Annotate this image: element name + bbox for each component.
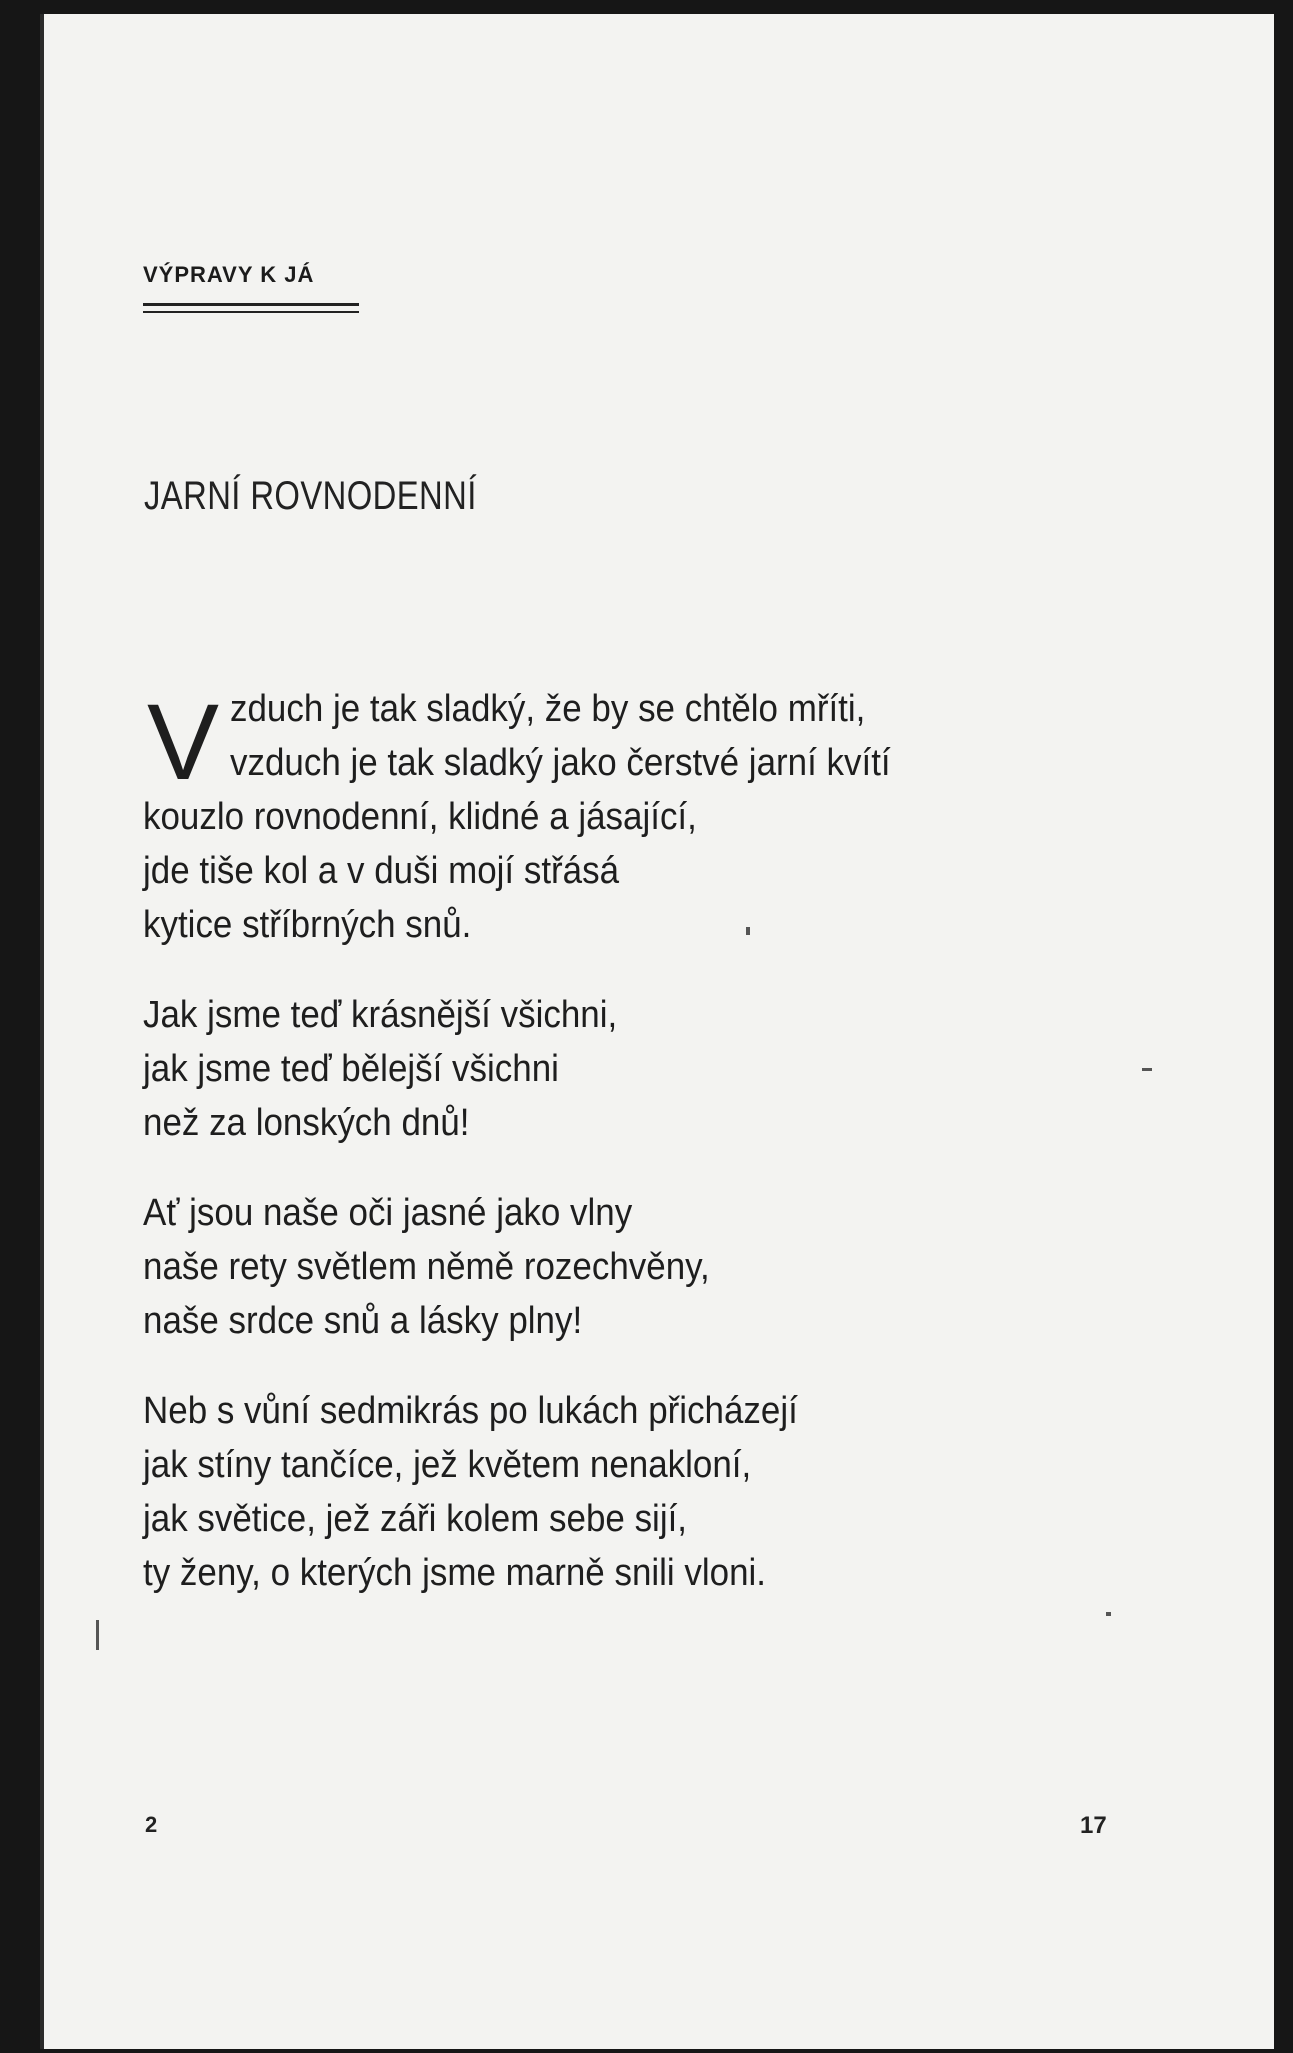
poem-line: naše srdce snů a lásky plny!: [143, 1300, 583, 1342]
first-stanza-lead: [230, 682, 948, 790]
poem-line: Jak jsme teď krásnější všichni,: [143, 994, 618, 1036]
stanza-2: [143, 988, 855, 1150]
poem-line: jde tiše kol a v duši mojí střásá: [143, 850, 620, 892]
scan-speck: [1142, 1068, 1152, 1071]
stanza-3: [143, 1186, 855, 1348]
poem-line: kytice stříbrných snů.: [143, 904, 472, 946]
poem-line: zduch je tak sladký, že by se chtělo mříti,: [230, 688, 866, 730]
scan-speck: [96, 1620, 99, 1650]
page-number: 17: [1080, 1812, 1107, 1839]
drop-cap: V: [147, 681, 220, 802]
poem-line: naše rety světlem němě rozechvěny,: [143, 1246, 710, 1288]
poem-line: než za lonských dnů!: [143, 1102, 470, 1144]
stanza-4: [143, 1384, 855, 1600]
scan-speck: [1106, 1612, 1111, 1616]
header-rule-bottom: [143, 311, 359, 313]
poem-title: JARNÍ ROVNODENNÍ: [144, 474, 477, 518]
signature-mark: 2: [145, 1812, 158, 1837]
running-head: VÝPRAVY K JÁ: [143, 262, 315, 287]
poem-line: Neb s vůní sedmikrás po lukách přicházejí: [143, 1390, 798, 1432]
poem-line: Ať jsou naše oči jasné jako vlny: [143, 1192, 633, 1234]
poem-line: jak stíny tančíce, jež květem nenakloní,: [143, 1444, 752, 1486]
poem-line: vzduch je tak sladký jako čerstvé jarní kvítí: [230, 742, 891, 784]
poem-line: jak světice, jež záři kolem sebe sijí,: [143, 1498, 688, 1540]
poem-line: kouzlo rovnodenní, klidné a jásající,: [143, 796, 697, 838]
header-rule-top: [143, 303, 359, 306]
scan-speck: [746, 927, 750, 935]
poem-body: [143, 790, 855, 1636]
poem-line: jak jsme teď bělejší všichni: [143, 1048, 559, 1090]
poem-line: ty ženy, o kterých jsme marně snili vloni.: [143, 1552, 767, 1594]
